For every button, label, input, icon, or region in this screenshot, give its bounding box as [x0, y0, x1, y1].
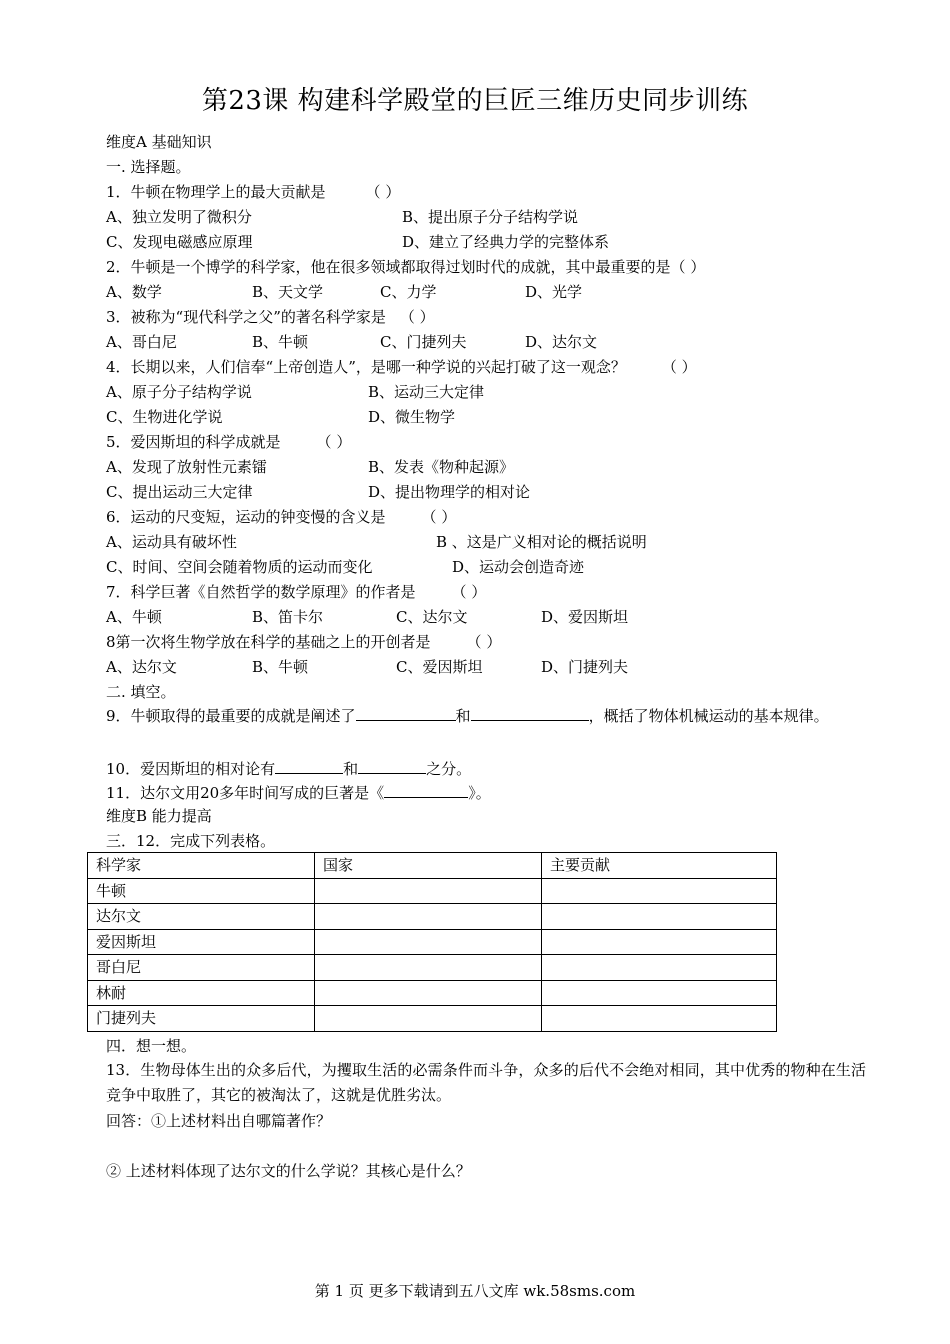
question-9: 9．牛顿取得的最重要的成就是阐述了 和 ，概括了物体机械运动的基本规律。	[106, 704, 866, 729]
question-6-option-a: A、运动具有破坏性	[106, 533, 237, 551]
table-row	[88, 929, 777, 955]
question-5-option-c: C、提出运动三大定律	[106, 483, 253, 501]
country-cell[interactable]	[315, 955, 542, 981]
table-header-cell: 国家	[315, 853, 542, 879]
section-2-heading: 二. 填空。	[106, 683, 176, 701]
question-1-option-c: C、发现电磁感应原理	[106, 233, 253, 251]
question-4-option-a: A、原子分子结构学说	[106, 383, 252, 401]
question-2-option-d: D、光学	[525, 283, 583, 301]
dimension-a-heading: 维度A 基础知识	[106, 133, 212, 151]
question-8-option-a: A、达尔文	[106, 658, 177, 676]
section-4-heading: 四．想一想。	[106, 1037, 197, 1055]
question-6-option-d: D、运动会创造奇迹	[452, 558, 585, 576]
question-1-stem: 1．牛顿在物理学上的最大贡献是 （ ）	[106, 183, 401, 201]
country-cell[interactable]	[315, 980, 542, 1006]
question-7-option-c: C、达尔文	[396, 608, 468, 626]
question-2-option-a: A、数学	[106, 283, 162, 301]
question-8-stem: 8第一次将生物学放在科学的基础之上的开创者是 （ ）	[106, 633, 502, 651]
scientist-cell: 爱因斯坦	[88, 929, 315, 955]
question-7-stem: 7．科学巨著《自然哲学的数学原理》的作者是 （ ）	[106, 583, 487, 601]
question-9-blank-2[interactable]	[471, 704, 589, 721]
question-4-option-b: B、运动三大定律	[368, 383, 485, 401]
question-3-stem: 3．被称为“现代科学之父”的著名科学家是 （ ）	[106, 308, 435, 326]
question-10-blank-2[interactable]	[358, 757, 426, 774]
question-7-option-b: B、笛卡尔	[252, 608, 324, 626]
question-3-option-a: A、哥白尼	[106, 333, 177, 351]
table-header-cell: 科学家	[88, 853, 315, 879]
table-row	[88, 878, 777, 904]
question-11: 11．达尔文用20多年时间写成的巨著是《 》。	[106, 781, 491, 803]
scientist-cell: 达尔文	[88, 904, 315, 930]
question-1-option-a: A、独立发明了微积分	[106, 208, 252, 226]
table-row	[88, 1006, 777, 1032]
question-8-option-c: C、爱因斯坦	[396, 658, 483, 676]
contribution-cell[interactable]	[542, 904, 777, 930]
dimension-b-heading: 维度B 能力提高	[106, 807, 212, 825]
question-2-option-c: C、力学	[380, 283, 437, 301]
question-5-option-d: D、提出物理学的相对论	[368, 483, 531, 501]
page-footer: 第 1 页 更多下载请到五八文库 wk.58sms.com	[314, 1282, 636, 1300]
scientist-cell: 林耐	[88, 980, 315, 1006]
question-3-option-c: C、门捷列夫	[380, 333, 467, 351]
question-13-text: 13．生物母体生出的众多后代，为攫取生活的必需条件而斗争，众多的后代不会绝对相同，其中优秀的物种在生活竞争中取胜了，其它的被淘汰了，这就是优胜劣汰。	[106, 1061, 866, 1104]
question-13-ask-2: ② 上述材料体现了达尔文的什么学说？其核心是什么？	[106, 1162, 471, 1180]
table-header-cell: 主要贡献	[542, 853, 777, 879]
question-4-option-d: D、微生物学	[368, 408, 456, 426]
question-7-option-d: D、爱因斯坦	[541, 608, 629, 626]
country-cell[interactable]	[315, 929, 542, 955]
question-6-stem: 6．运动的尺变短，运动的钟变慢的含义是 （ ）	[106, 508, 457, 526]
contribution-cell[interactable]	[542, 929, 777, 955]
contribution-cell[interactable]	[542, 955, 777, 981]
scientist-table	[87, 852, 777, 1032]
question-7-option-a: A、牛顿	[106, 608, 162, 626]
table-row	[88, 980, 777, 1006]
contribution-cell[interactable]	[542, 1006, 777, 1032]
country-cell[interactable]	[315, 1006, 542, 1032]
question-2-stem: 2．牛顿是一个博学的科学家，他在很多领域都取得过划时代的成就，其中最重要的是（ ）	[106, 258, 706, 276]
question-8-option-d: D、门捷列夫	[541, 658, 629, 676]
contribution-cell[interactable]	[542, 878, 777, 904]
question-3-option-d: D、达尔文	[525, 333, 598, 351]
question-5-option-a: A、发现了放射性元素镭	[106, 458, 267, 476]
question-2-option-b: B、天文学	[252, 283, 324, 301]
scientist-cell: 哥白尼	[88, 955, 315, 981]
question-10: 10．爱因斯坦的相对论有 和 之分。	[106, 757, 471, 779]
country-cell[interactable]	[315, 878, 542, 904]
question-5-option-b: B、发表《物种起源》	[368, 458, 515, 476]
contribution-cell[interactable]	[542, 980, 777, 1006]
question-11-blank[interactable]	[384, 781, 468, 798]
question-13-ask-1: 回答：①上述材料出自哪篇著作？	[106, 1112, 332, 1130]
question-4-stem: 4．长期以来，人们信奉“上帝创造人”，是哪一种学说的兴起打破了这一观念？ （ ）	[106, 358, 697, 376]
scientist-cell: 门捷列夫	[88, 1006, 315, 1032]
question-1-option-b: B、提出原子分子结构学说	[402, 208, 579, 226]
question-3-option-b: B、牛顿	[252, 333, 309, 351]
scientist-cell: 牛顿	[88, 878, 315, 904]
question-10-blank-1[interactable]	[275, 757, 343, 774]
table-header-row	[88, 853, 777, 879]
page-title: 第23课 构建科学殿堂的巨匠三维历史同步训练	[201, 86, 749, 116]
question-4-option-c: C、生物进化学说	[106, 408, 223, 426]
question-9-blank-1[interactable]	[356, 704, 456, 721]
table-row	[88, 955, 777, 981]
table-row	[88, 904, 777, 930]
section-3-heading: 三．12．完成下列表格。	[106, 832, 276, 850]
question-8-option-b: B、牛顿	[252, 658, 309, 676]
question-6-option-b: B 、这是广义相对论的概括说明	[436, 533, 647, 551]
question-6-option-c: C、时间、空间会随着物质的运动而变化	[106, 558, 373, 576]
country-cell[interactable]	[315, 904, 542, 930]
section-1-heading: 一. 选择题。	[106, 158, 191, 176]
question-5-stem: 5．爱因斯坦的科学成就是 （ ）	[106, 433, 352, 451]
question-1-option-d: D、建立了经典力学的完整体系	[402, 233, 610, 251]
